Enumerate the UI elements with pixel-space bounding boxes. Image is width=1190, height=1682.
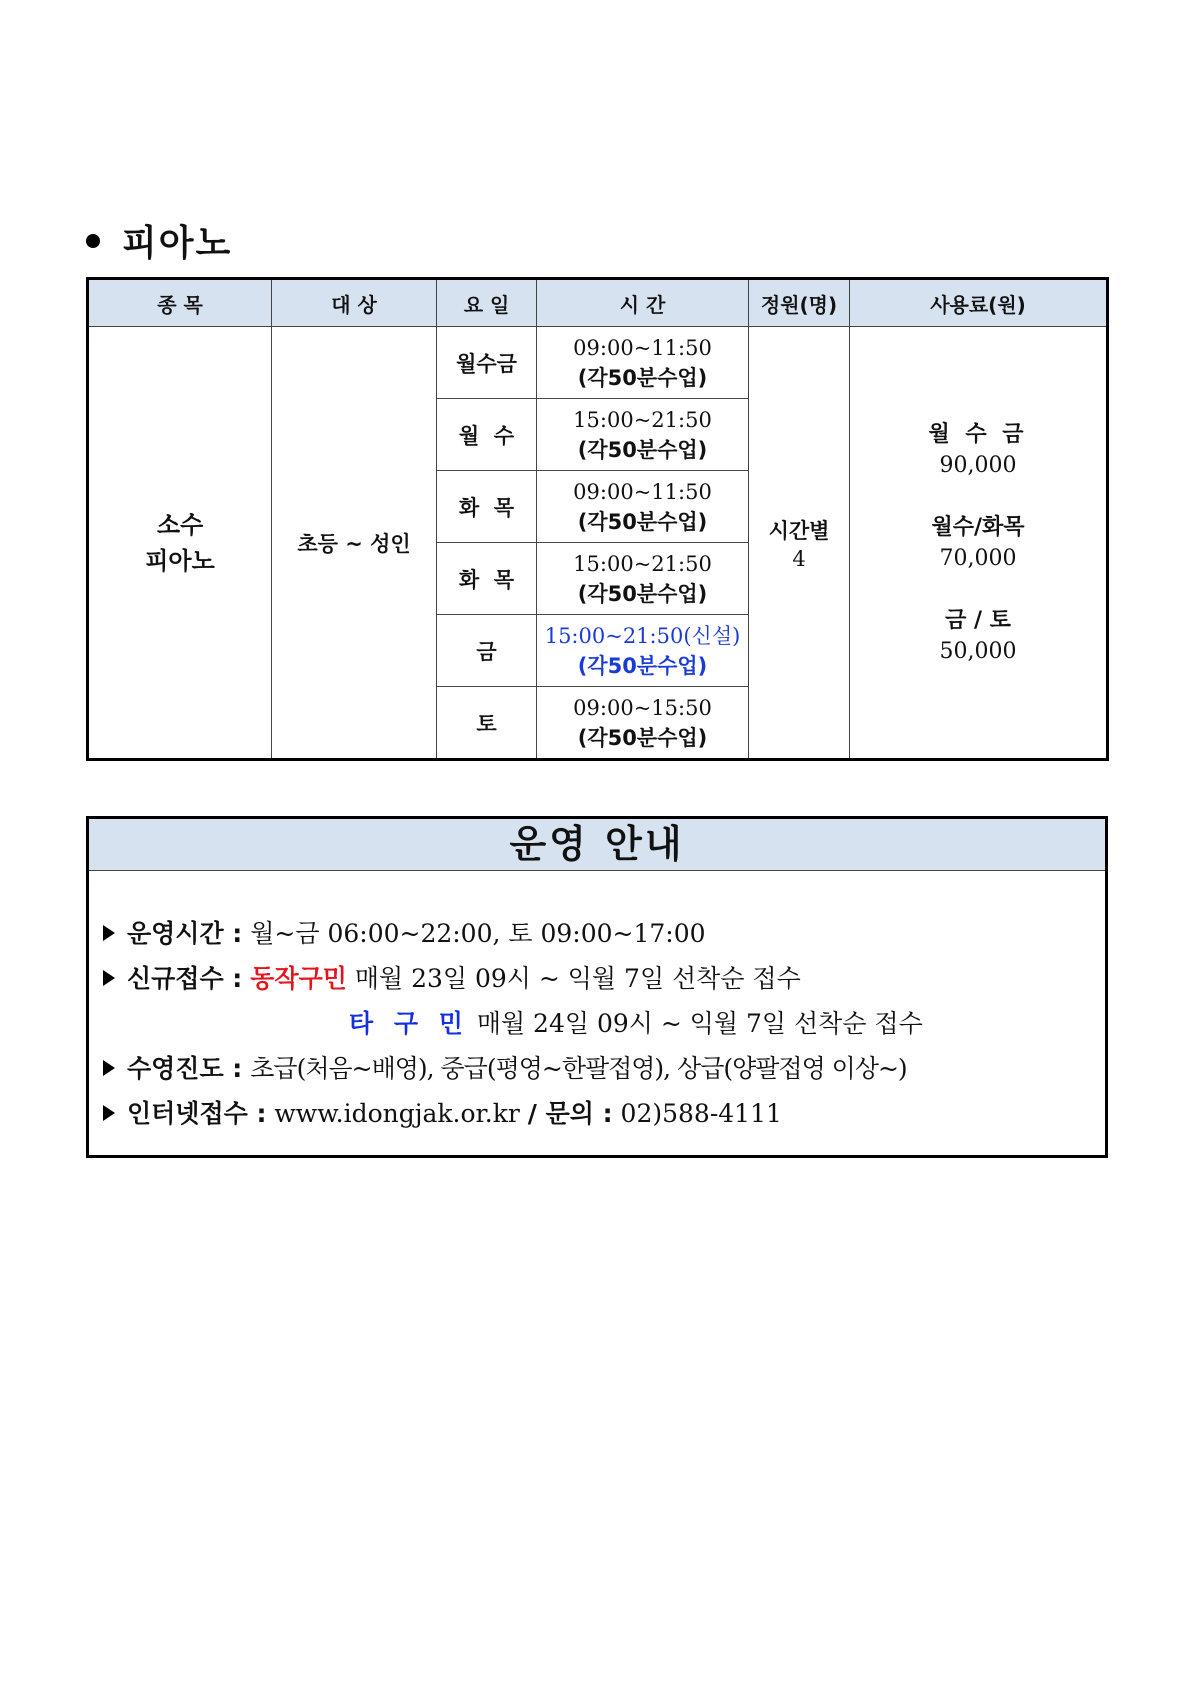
header-item: 종 목: [88, 279, 272, 327]
residents-label: 동작구민: [250, 964, 347, 993]
fee-amount: 70,000: [939, 545, 1017, 571]
day-cell: 화 목: [437, 471, 537, 543]
capacity-value: 4: [792, 546, 806, 571]
web-url-link[interactable]: www.idongjak.or.kr: [274, 1099, 520, 1128]
time-cell: [537, 399, 749, 471]
time-note: (각50분수업): [577, 365, 708, 390]
registration-label: 신규접수 :: [127, 964, 243, 993]
swim-label: 수영진도 :: [127, 1054, 243, 1083]
time-cell-new: [537, 615, 749, 687]
time-range: 09:00~11:50: [573, 479, 712, 504]
time-note: (각50분수업): [577, 725, 708, 750]
header-target: 대 상: [272, 279, 437, 327]
header-time: 시 간: [537, 279, 749, 327]
time-cell: [537, 327, 749, 399]
hours-value: 월~금 06:00~22:00, 토 09:00~17:00: [250, 919, 706, 948]
info-line-swim: [103, 1046, 1095, 1091]
fee-label: 금 / 토: [945, 607, 1011, 633]
day-cell: 화 목: [437, 543, 537, 615]
fee-label: 월수/화목: [931, 514, 1025, 540]
header-day: 요 일: [437, 279, 537, 327]
time-note: (각50분수업): [577, 653, 708, 678]
item-cell: [88, 327, 272, 760]
day-cell: 금: [437, 615, 537, 687]
fee-cell: [850, 327, 1108, 760]
fee-label: 월 수 금: [928, 421, 1028, 447]
triangle-bullet-icon: [103, 1060, 115, 1076]
others-text: 매월 24일 09시 ~ 익월 7일 선착순 접수: [476, 1009, 923, 1038]
day-cell: 월 수: [437, 399, 537, 471]
web-label: 인터넷접수 :: [127, 1099, 267, 1128]
fee-amount: 90,000: [939, 452, 1017, 478]
time-range: 09:00~11:50: [573, 335, 712, 360]
info-line-registration: [103, 956, 1095, 1001]
schedule-table: [86, 277, 1109, 761]
section-heading: [86, 215, 232, 266]
contact-phone: 02)588-4111: [620, 1099, 782, 1128]
time-cell: [537, 687, 749, 760]
time-cell: [537, 543, 749, 615]
hours-label: 운영시간 :: [127, 919, 243, 948]
info-title: 운영 안내: [89, 819, 1105, 871]
residents-text: 매월 23일 09시 ~ 익월 7일 선착순 접수: [354, 964, 801, 993]
section-title: 피아노: [122, 223, 233, 264]
triangle-bullet-icon: [103, 1105, 115, 1121]
header-capacity: 정원(명): [749, 279, 850, 327]
time-note: (각50분수업): [577, 509, 708, 534]
time-range: 09:00~15:50: [573, 695, 712, 720]
capacity-label: 시간별: [768, 518, 830, 543]
time-note: (각50분수업): [577, 581, 708, 606]
day-cell: 토: [437, 687, 537, 760]
info-body: [103, 911, 1095, 1136]
fee-amount: 50,000: [939, 638, 1017, 664]
info-line-hours: [103, 911, 1095, 956]
operation-info-box: [86, 816, 1108, 1158]
swim-value: 초급(처음~배영), 중급(평영~한팔접영), 상급(양팔접영 이상~): [250, 1054, 907, 1083]
info-line-registration-others: [103, 1001, 1095, 1046]
triangle-bullet-icon: [103, 925, 115, 941]
target-text: 초등 ~ 성인: [297, 531, 411, 556]
item-name: 소수 피아노: [145, 510, 215, 575]
target-cell: [272, 327, 437, 760]
triangle-bullet-icon: [103, 970, 115, 986]
time-cell: [537, 471, 749, 543]
day-cell: 월수금: [437, 327, 537, 399]
bullet-dot-icon: [86, 234, 100, 248]
others-label: 타 구 민: [349, 1009, 469, 1038]
info-line-web: [103, 1091, 1095, 1136]
header-fee: 사용료(원): [850, 279, 1108, 327]
table-row: [88, 327, 1108, 399]
time-range: 15:00~21:50: [573, 551, 712, 576]
contact-label: / 문의 :: [527, 1099, 613, 1128]
time-range: 15:00~21:50(신설): [544, 623, 741, 648]
table-header-row: [88, 279, 1108, 327]
time-note: (각50분수업): [577, 437, 708, 462]
time-range: 15:00~21:50: [573, 407, 712, 432]
capacity-cell: [749, 327, 850, 760]
